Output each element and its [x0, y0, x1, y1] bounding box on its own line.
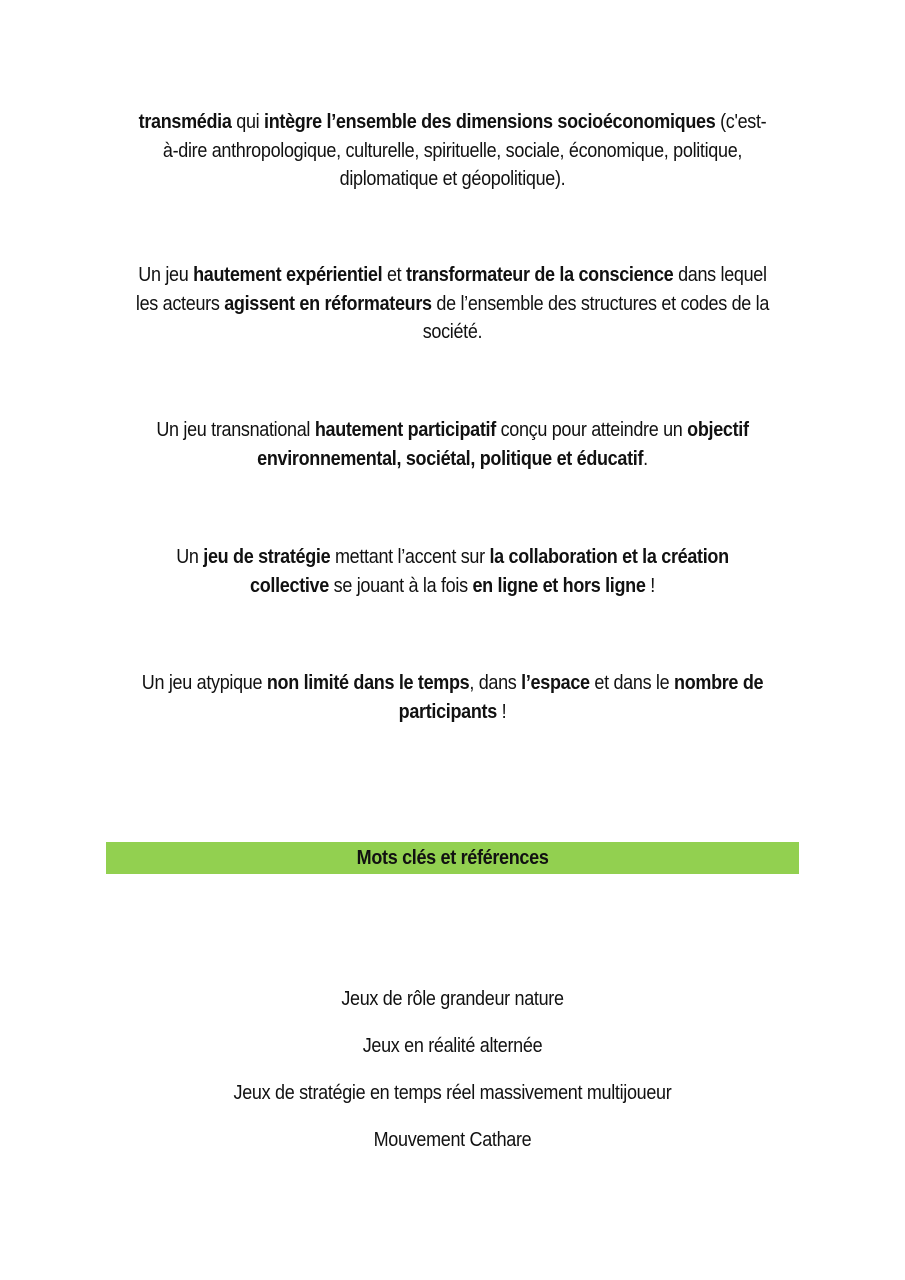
keyword-item: Jeux de rôle grandeur nature: [341, 988, 564, 1010]
text-regular: !: [645, 574, 655, 597]
keyword-item: Jeux de stratégie en temps réel massivement multijoueur: [233, 1082, 672, 1104]
keyword-item: Jeux en réalité alternée: [362, 1035, 543, 1057]
text-bold: hautement expérientiel: [193, 264, 383, 286]
text-regular: dans lequel les acteurs: [135, 264, 767, 315]
text-bold: agissent en réformateurs: [224, 292, 432, 315]
text-bold: la collaboration et la création collective: [250, 546, 729, 597]
paragraph-experientiel: [135, 261, 770, 347]
text-bold: transformateur de la conscience: [406, 264, 674, 286]
text-regular: , dans: [469, 672, 522, 694]
text-regular: Un: [176, 546, 204, 568]
paragraph-participatif: [135, 416, 770, 473]
text-regular: .: [643, 447, 648, 470]
text-regular: Un jeu atypique: [141, 672, 267, 694]
text-regular: et: [382, 264, 407, 286]
text-bold: non limité dans le temps: [266, 672, 470, 694]
section-title: Mots clés et références: [356, 846, 549, 869]
paragraph-atypique: [135, 669, 770, 726]
text-bold: jeu de stratégie: [203, 546, 331, 568]
text-bold: intègre l’ensemble des dimensions socioéconomiques: [264, 111, 716, 133]
text-regular: !: [496, 700, 507, 723]
text-regular: et dans le: [589, 672, 675, 694]
text-regular: conçu pour atteindre un: [495, 419, 688, 441]
text-regular: (c'est-à-dire anthropologique, culturelle, spirituelle, sociale, économique, politique, diplomatique et géopolitique).: [162, 111, 767, 190]
keyword-item: Mouvement Cathare: [373, 1129, 532, 1151]
paragraph-transmedia: [135, 108, 770, 194]
text-bold: l’espace: [521, 672, 590, 694]
text-bold: transmédia: [138, 111, 232, 133]
text-bold: en ligne et hors ligne: [472, 574, 646, 597]
paragraph-strategie: [135, 543, 770, 600]
section-banner: [106, 842, 799, 874]
text-regular: Un jeu transnational: [156, 419, 315, 441]
text-regular: de l’ensemble des structures et codes de la société.: [422, 292, 770, 343]
text-regular: qui: [231, 111, 265, 133]
text-regular: se jouant à la fois: [328, 574, 473, 597]
text-bold: nombre de participants: [398, 672, 764, 723]
text-regular: Un jeu: [138, 264, 194, 286]
text-regular: mettant l’accent sur: [330, 546, 490, 568]
text-bold: objectif environnemental, sociétal, politique et éducatif: [257, 419, 749, 470]
keyword-list: [100, 985, 805, 1173]
text-bold: hautement participatif: [314, 419, 496, 441]
